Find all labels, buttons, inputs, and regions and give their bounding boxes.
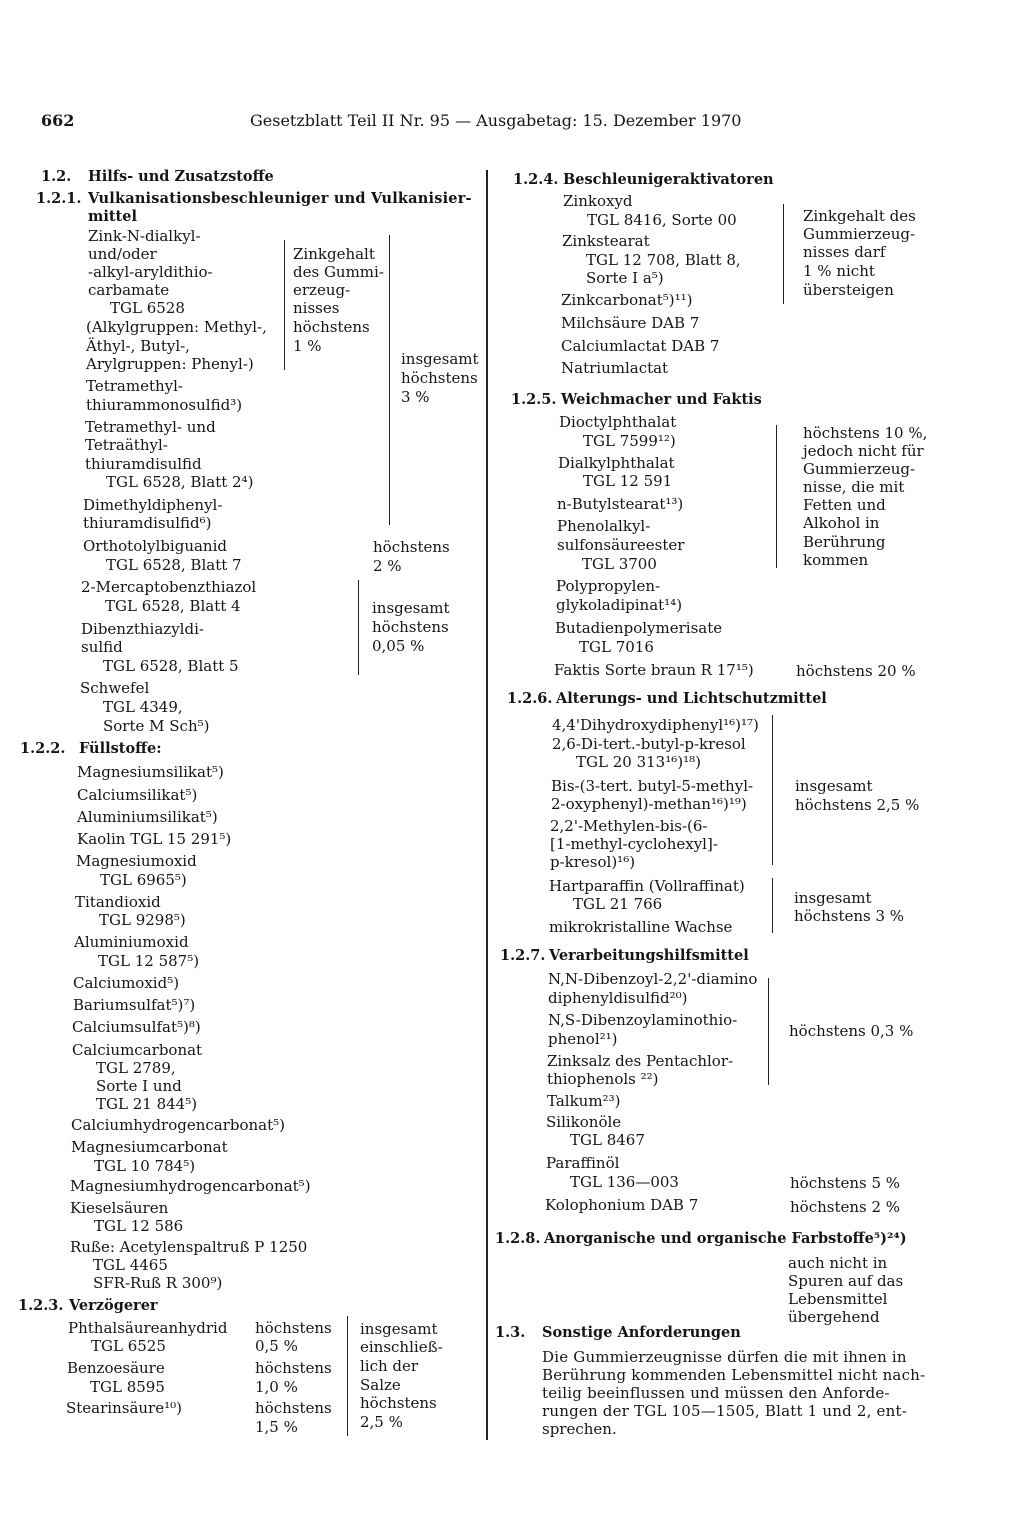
limit-text: höchstens <box>293 318 370 336</box>
limit-text: höchstens <box>255 1399 332 1417</box>
list-item: Kieselsäuren <box>70 1199 169 1217</box>
bracket <box>766 878 773 933</box>
section-title: Weichmacher und Faktis <box>561 391 762 408</box>
list-item: TGL 6528, Blatt 7 <box>106 556 242 574</box>
page-header-title: Gesetzblatt Teil II Nr. 95 — Ausgabetag: 15. Dezember 1970 <box>250 111 742 130</box>
column-divider <box>486 170 488 1440</box>
limit-text: höchstens 5 % <box>790 1174 901 1192</box>
list-item: Titandioxid <box>75 893 161 911</box>
section-title: Hilfs- und Zusatzstoffe <box>88 168 274 185</box>
list-item: 2-oxyphenyl)-methan¹⁶)¹⁹) <box>551 795 747 813</box>
list-item: n-Butylstearat¹³) <box>557 495 684 513</box>
limit-text: insgesamt <box>360 1320 438 1338</box>
list-item: TGL 21 766 <box>573 895 663 913</box>
limit-text: höchstens 10 %, <box>803 424 928 442</box>
limit-text: höchstens <box>373 538 450 556</box>
bracket <box>768 978 775 1085</box>
list-item: Zinkoxyd <box>563 192 633 210</box>
list-item: Paraffinöl <box>546 1154 620 1172</box>
list-item: TGL 2789, <box>96 1059 176 1077</box>
list-item: Talkum²³) <box>547 1092 621 1110</box>
list-item: TGL 6528 <box>110 299 185 317</box>
list-item: Sorte M Sch⁵) <box>103 717 210 735</box>
list-item: TGL 12 586 <box>94 1217 184 1235</box>
list-item: Tetramethyl- und <box>85 418 216 436</box>
list-item: Tetraäthyl- <box>85 436 168 454</box>
list-item: p-kresol)¹⁶) <box>550 853 636 871</box>
list-item: thiophenols ²²) <box>547 1070 659 1088</box>
list-item: Dimethyldiphenyl- <box>83 496 223 514</box>
list-item: Calciumhydrogencarbonat⁵) <box>71 1116 286 1134</box>
list-item: Zinkstearat <box>562 232 650 250</box>
list-item: TGL 4465 <box>93 1256 168 1274</box>
list-item: Dialkylphthalat <box>558 454 675 472</box>
section-title: Alterungs- und Lichtschutzmittel <box>556 690 827 707</box>
list-item: TGL 8595 <box>90 1378 165 1396</box>
list-item: TGL 10 784⁵) <box>94 1157 196 1175</box>
paragraph-line: rungen der TGL 105—1505, Blatt 1 und 2, ent- <box>542 1402 907 1420</box>
limit-text: höchstens 0,3 % <box>789 1022 914 1040</box>
limit-text: Alkohol in <box>803 514 880 532</box>
list-item: Magnesiumcarbonat <box>71 1138 228 1156</box>
list-item: TGL 3700 <box>582 555 657 573</box>
list-item: Butadienpolymerisate <box>555 619 723 637</box>
list-item: thiurammonosulfid³) <box>86 396 243 414</box>
limit-text: 1 % nicht <box>803 262 875 280</box>
limit-text: nisses darf <box>803 243 886 261</box>
limit-text: Gummierzeug- <box>803 460 916 478</box>
bracket <box>783 204 790 304</box>
limit-text: des Gummi- <box>293 263 384 281</box>
list-item: thiuramdisulfid⁶) <box>83 514 212 532</box>
page-number: 662 <box>41 111 75 130</box>
list-item: Magnesiumoxid <box>76 852 197 870</box>
list-item: carbamate <box>88 281 170 299</box>
limit-text: höchstens <box>255 1319 332 1337</box>
limit-text: kommen <box>803 551 869 569</box>
section-number: 1.2.4. <box>513 171 559 188</box>
list-item: Stearinsäure¹⁰) <box>66 1399 182 1417</box>
list-item: 2,6-Di-tert.-butyl-p-kresol <box>552 735 746 753</box>
list-item: SFR-Ruß R 300⁹) <box>93 1274 223 1292</box>
limit-text: höchstens 2,5 % <box>795 796 920 814</box>
limit-text: nisse, die mit <box>803 478 905 496</box>
list-item: Sorte I a⁵) <box>586 269 664 287</box>
section-number: 1.2.3. <box>18 1297 64 1314</box>
list-item: Äthyl-, Butyl-, <box>86 337 190 355</box>
list-item: Phthalsäureanhydrid <box>68 1319 228 1337</box>
limit-text: höchstens <box>372 618 449 636</box>
list-item: Faktis Sorte braun R 17¹⁵) <box>554 661 754 679</box>
section-title: Vulkanisationsbeschleuniger und Vulkanisier- <box>88 190 472 207</box>
list-item: TGL 136—003 <box>570 1173 679 1191</box>
list-item: Schwefel <box>80 679 150 697</box>
list-item: Dioctylphthalat <box>559 413 677 431</box>
section-number: 1.2.6. <box>507 690 553 707</box>
limit-text: 0,05 % <box>372 637 425 655</box>
bracket <box>772 715 779 865</box>
section-title: Füllstoffe: <box>79 740 162 757</box>
list-item: N,N-Dibenzoyl-2,2'-diamino <box>548 970 758 988</box>
list-item: TGL 12 708, Blatt 8, <box>586 251 741 269</box>
section-number: 1.2.7. <box>500 947 546 964</box>
section-title: Anorganische und organische Farbstoffe⁵)²⁴) <box>544 1230 907 1247</box>
note-text: übergehend <box>788 1308 880 1326</box>
list-item: Aluminiumsilikat⁵) <box>77 808 218 826</box>
limit-text: 0,5 % <box>255 1337 298 1355</box>
list-item: diphenyldisulfid²⁰) <box>548 989 688 1007</box>
limit-text: 2 % <box>373 557 402 575</box>
bracket <box>776 425 783 568</box>
limit-text: 2,5 % <box>360 1413 403 1431</box>
limit-text: 1 % <box>293 337 322 355</box>
bracket <box>347 1316 354 1436</box>
list-item: [1-methyl-cyclohexyl]- <box>550 835 718 853</box>
limit-text: nisses <box>293 299 340 317</box>
list-item: Ruße: Acetylenspaltruß P 1250 <box>70 1238 308 1256</box>
list-item: glykoladipinat¹⁴) <box>556 596 683 614</box>
bracket <box>284 240 291 370</box>
list-item: sulfid <box>81 638 123 656</box>
list-item: TGL 7599¹²) <box>583 432 676 450</box>
list-item: phenol²¹) <box>548 1030 618 1048</box>
bracket <box>352 580 359 675</box>
limit-text: insgesamt <box>401 350 479 368</box>
list-item: TGL 7016 <box>579 638 654 656</box>
list-item: Calciumoxid⁵) <box>73 974 180 992</box>
list-item: thiuramdisulfid <box>85 455 202 473</box>
list-item: Benzoesäure <box>67 1359 165 1377</box>
list-item: Polypropylen- <box>556 577 661 595</box>
list-item: Kolophonium DAB 7 <box>545 1196 699 1214</box>
section-number: 1.2.2. <box>20 740 66 757</box>
list-item: Calciumsulfat⁵)⁸) <box>72 1018 201 1036</box>
limit-text: höchstens <box>401 369 478 387</box>
note-text: Lebensmittel <box>788 1290 888 1308</box>
list-item: Dibenzthiazyldi- <box>81 620 204 638</box>
limit-text: höchstens 2 % <box>790 1198 901 1216</box>
list-item: Calciumcarbonat <box>72 1041 203 1059</box>
section-number: 1.2.5. <box>511 391 557 408</box>
list-item: TGL 8416, Sorte 00 <box>587 211 737 229</box>
limit-text: lich der <box>360 1357 419 1375</box>
limit-text: 3 % <box>401 388 430 406</box>
list-item: TGL 6525 <box>91 1337 166 1355</box>
list-item: 4,4'Dihydroxydiphenyl¹⁶)¹⁷) <box>552 716 759 734</box>
section-number: 1.2. <box>41 168 72 185</box>
list-item: TGL 20 313¹⁶)¹⁸) <box>576 753 701 771</box>
list-item: Calciumlactat DAB 7 <box>561 337 720 355</box>
list-item: Zink-N-dialkyl- <box>88 227 201 245</box>
note-text: auch nicht in <box>788 1254 888 1272</box>
list-item: Bariumsulfat⁵)⁷) <box>73 996 196 1014</box>
limit-text: höchstens <box>360 1394 437 1412</box>
limit-text: insgesamt <box>794 889 872 907</box>
limit-text: 1,0 % <box>255 1378 298 1396</box>
limit-text: insgesamt <box>372 599 450 617</box>
section-number: 1.3. <box>495 1324 526 1341</box>
list-item: Silikonöle <box>546 1113 622 1131</box>
limit-text: höchstens <box>255 1359 332 1377</box>
list-item: Phenolalkyl- <box>557 517 651 535</box>
list-item: Calciumsilikat⁵) <box>77 786 198 804</box>
section-number: 1.2.1. <box>36 190 82 207</box>
section-title: Verzögerer <box>69 1297 158 1314</box>
section-title: Beschleunigeraktivatoren <box>563 171 774 188</box>
list-item: Zinkcarbonat⁵)¹¹) <box>561 291 693 309</box>
limit-text: höchstens 20 % <box>796 662 916 680</box>
list-item: TGL 6528, Blatt 4 <box>105 597 241 615</box>
list-item: -alkyl-aryldithio- <box>88 263 213 281</box>
paragraph-line: Die Gummierzeugnisse dürfen die mit ihnen in <box>542 1348 907 1366</box>
list-item: (Alkylgruppen: Methyl-, <box>86 318 267 336</box>
paragraph-line: teilig beeinflussen und müssen den Anforde- <box>542 1384 890 1402</box>
list-item: 2-Mercaptobenzthiazol <box>81 578 257 596</box>
list-item: Milchsäure DAB 7 <box>561 314 700 332</box>
limit-text: einschließ- <box>360 1338 443 1356</box>
list-item: N,S-Dibenzoylaminothio- <box>548 1011 738 1029</box>
limit-text: Berührung <box>803 533 886 551</box>
list-item: Magnesiumsilikat⁵) <box>77 763 224 781</box>
note-text: Spuren auf das <box>788 1272 904 1290</box>
limit-text: Zinkgehalt <box>293 245 375 263</box>
list-item: TGL 4349, <box>103 698 183 716</box>
limit-text: höchstens 3 % <box>794 907 905 925</box>
limit-text: 1,5 % <box>255 1418 298 1436</box>
list-item: sulfonsäureester <box>557 536 685 554</box>
list-item: Kaolin TGL 15 291⁵) <box>77 830 232 848</box>
limit-text: Gummierzeug- <box>803 225 916 243</box>
list-item: Tetramethyl- <box>86 377 183 395</box>
paragraph-line: sprechen. <box>542 1420 617 1438</box>
section-number: 1.2.8. <box>495 1230 541 1247</box>
list-item: mikrokristalline Wachse <box>549 918 733 936</box>
list-item: und/oder <box>88 245 157 263</box>
list-item: Orthotolylbiguanid <box>83 537 227 555</box>
section-title: Sonstige Anforderungen <box>542 1324 741 1341</box>
list-item: TGL 21 844⁵) <box>96 1095 198 1113</box>
list-item: Sorte I und <box>96 1077 182 1095</box>
bracket <box>383 235 390 525</box>
limit-text: Salze <box>360 1376 401 1394</box>
list-item: TGL 8467 <box>570 1131 645 1149</box>
list-item: 2,2'-Methylen-bis-(6- <box>550 817 708 835</box>
list-item: TGL 6965⁵) <box>100 871 187 889</box>
list-item: Magnesiumhydrogencarbonat⁵) <box>70 1177 311 1195</box>
paragraph-line: Berührung kommenden Lebensmittel nicht nach- <box>542 1366 926 1384</box>
limit-text: erzeug- <box>293 281 351 299</box>
list-item: TGL 6528, Blatt 2⁴) <box>106 473 254 491</box>
list-item: Zinksalz des Pentachlor- <box>547 1052 734 1070</box>
limit-text: übersteigen <box>803 281 894 299</box>
list-item: Natriumlactat <box>561 359 669 377</box>
limit-text: jedoch nicht für <box>803 442 924 460</box>
limit-text: Zinkgehalt des <box>803 207 916 225</box>
limit-text: Fetten und <box>803 496 886 514</box>
section-title: mittel <box>88 208 137 225</box>
list-item: TGL 6528, Blatt 5 <box>103 657 239 675</box>
list-item: TGL 9298⁵) <box>99 911 186 929</box>
list-item: Arylgruppen: Phenyl-) <box>86 355 254 373</box>
list-item: TGL 12 591 <box>583 472 673 490</box>
list-item: TGL 12 587⁵) <box>98 952 200 970</box>
list-item: Hartparaffin (Vollraffinat) <box>549 877 745 895</box>
limit-text: insgesamt <box>795 777 873 795</box>
list-item: Bis-(3-tert. butyl-5-methyl- <box>551 777 754 795</box>
section-title: Verarbeitungshilfsmittel <box>549 947 749 964</box>
list-item: Aluminiumoxid <box>74 933 189 951</box>
